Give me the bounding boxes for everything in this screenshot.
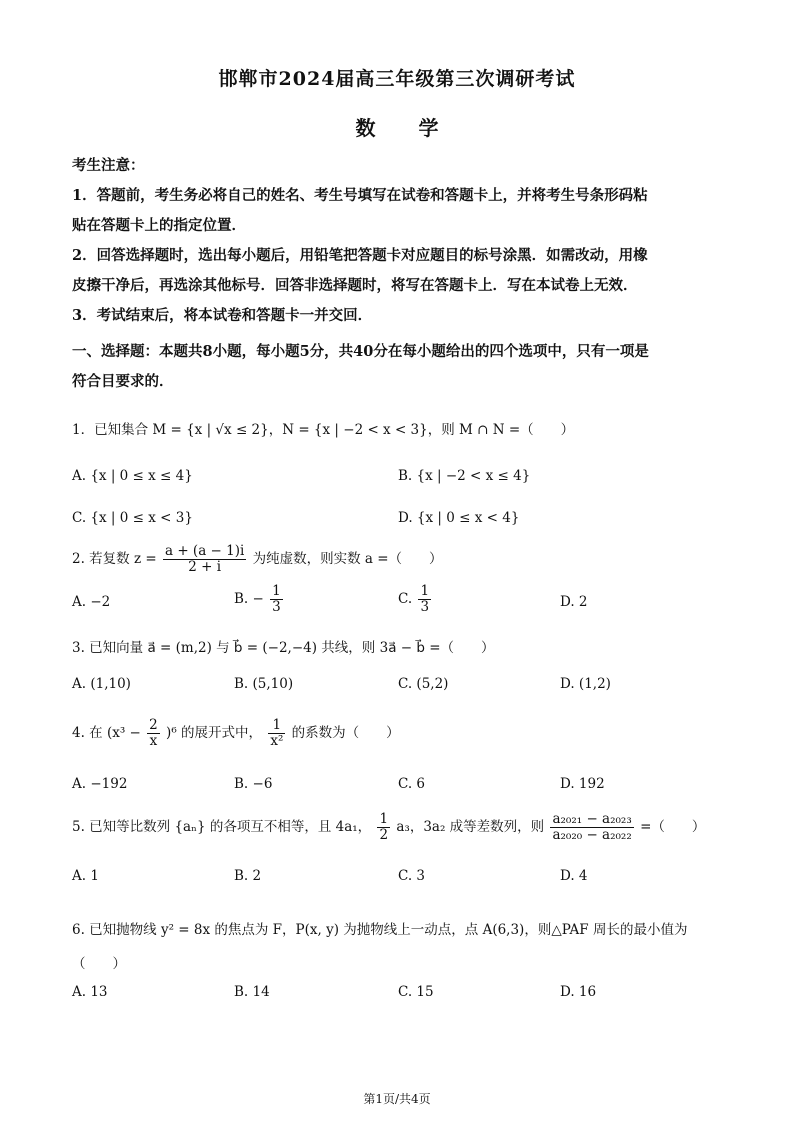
question-2-stem-post: 为纯虚数，则实数 a =（ ） <box>252 550 443 567</box>
question-5-option-d: D. 4 <box>560 868 588 884</box>
question-2-option-c-denominator: 3 <box>420 598 430 615</box>
question-4-option-d: D. 192 <box>560 776 605 792</box>
question-4-option-b: B. −6 <box>234 776 273 792</box>
question-5-stem-pre: 5. 已知等比数列 {aₙ} 的各项互不相等，且 4a₁， <box>72 818 372 835</box>
question-6-option-b: B. 14 <box>234 984 270 1000</box>
question-5-fraction-denominator: 2 <box>379 826 389 843</box>
notice-item-2-line-1: 2．回答选择题时，选出每小题后，用铅笔把答题卡对应题目的标号涂黑．如需改动，用橡 <box>72 247 648 264</box>
question-4-fraction-2 <box>268 718 285 749</box>
question-4-fraction-2-numerator: 1 <box>268 718 285 734</box>
question-4-stem-post: 的系数为（ ） <box>291 724 400 741</box>
question-5-fraction <box>377 812 390 843</box>
question-2-option-b <box>234 584 285 615</box>
question-5-option-b: B. 2 <box>234 868 262 884</box>
question-6-option-c: C. 15 <box>398 984 434 1000</box>
question-2-option-d: D. 2 <box>560 594 588 610</box>
question-2-option-b-numerator: 1 <box>272 583 281 599</box>
question-4-stem <box>72 718 400 749</box>
question-5-stem-post: =（ ） <box>640 818 706 835</box>
question-1-option-a: A. {x | 0 ≤ x ≤ 4} <box>72 468 193 484</box>
question-4-fraction-2-denominator: x² <box>270 732 284 749</box>
section-heading-line-1: 一、选择题：本题共8小题，每小题5分，共40分在每小题给出的四个选项中，只有一项是 <box>72 343 649 360</box>
notice-item-1-line-1: 1．答题前，考生务必将自己的姓名、考生号填写在试卷和答题卡上，并将考生号条形码粘 <box>72 187 648 204</box>
question-4-stem-mid: )⁶ 的展开式中， <box>166 724 263 741</box>
question-3-stem: 3. 已知向量 a⃗ = (m,2) 与 b⃗ = (−2,−4) 共线，则 3a⃗ − b⃗ =（ ） <box>72 640 495 656</box>
question-2-option-c-label: C. <box>398 590 417 607</box>
question-5-stem-mid: a₃，3a₂ 成等差数列，则 <box>396 818 545 835</box>
question-5-stem <box>72 812 705 843</box>
question-4-option-c: C. 6 <box>398 776 426 792</box>
question-2-option-b-label: B. − <box>234 590 264 607</box>
question-3-option-b: B. (5,10) <box>234 676 294 692</box>
question-5-fraction-2-numerator: a₂₀₂₁ − a₂₀₂₃ <box>552 811 632 827</box>
question-2-fraction-numerator: a + (a − 1)i <box>164 543 245 559</box>
question-3-option-c: C. (5,2) <box>398 676 449 692</box>
exam-title: 邯郸市2024届高三年级第三次调研考试 <box>218 68 576 90</box>
notice-item-1-line-2: 贴在答题卡上的指定位置． <box>72 217 246 234</box>
question-5-fraction-numerator: 1 <box>379 811 389 827</box>
page-number: 第1页/共4页 <box>363 1092 431 1106</box>
question-5-option-c: C. 3 <box>398 868 426 884</box>
question-1-stem: 1．已知集合 M = {x | √x ≤ 2}，N = {x | −2 < x < 3}，则 M ∩ N =（ ） <box>72 422 575 438</box>
question-2-option-b-denominator: 3 <box>272 598 281 615</box>
question-4-fraction-numerator: 2 <box>149 717 158 733</box>
subject-title: 数 学 <box>355 116 457 140</box>
question-2-option-c-fraction <box>418 584 431 615</box>
question-5-fraction-2-denominator: a₂₀₂₀ − a₂₀₂₂ <box>552 826 632 843</box>
question-6-stem: 6. 已知抛物线 y² = 8x 的焦点为 F，P(x, y) 为抛物线上一动点，点 A(6,3)，则△PAF 周长的最小值为 <box>72 922 688 938</box>
question-4-option-a: A. −192 <box>72 776 128 792</box>
notice-heading: 考生注意： <box>72 157 145 174</box>
question-5-option-a: A. 1 <box>72 868 99 884</box>
question-4-stem-pre: 4. 在 (x³ − <box>72 724 141 741</box>
question-3-option-d: D. (1,2) <box>560 676 611 692</box>
question-1-option-b: B. {x | −2 < x ≤ 4} <box>398 468 531 484</box>
question-6-stem-line-2: （ ） <box>72 956 126 972</box>
question-6-option-a: A. 13 <box>72 984 108 1000</box>
notice-item-3: 3．考试结束后，将本试卷和答题卡一并交回． <box>72 307 373 324</box>
question-1-option-d: D. {x | 0 ≤ x < 4} <box>398 510 520 526</box>
question-2-option-c-numerator: 1 <box>420 583 430 599</box>
question-5-fraction-2 <box>550 812 633 843</box>
question-2-option-c <box>398 584 433 615</box>
question-3-option-a: A. (1,10) <box>72 676 131 692</box>
question-6-option-d: D. 16 <box>560 984 597 1000</box>
notice-item-2-line-2: 皮擦干净后，再选涂其他标号．回答非选择题时，将写在答题卡上．写在本试卷上无效． <box>72 277 638 294</box>
question-4-fraction <box>147 718 160 749</box>
question-2-stem <box>72 544 443 575</box>
question-1-option-c: C. {x | 0 ≤ x < 3} <box>72 510 193 526</box>
section-heading-line-2: 符合目要求的． <box>72 373 174 390</box>
question-2-option-b-fraction <box>270 584 283 615</box>
question-2-option-a: A. −2 <box>72 594 111 610</box>
question-2-stem-pre: 2. 若复数 z = <box>72 550 157 567</box>
question-4-fraction-denominator: x <box>149 732 158 749</box>
question-2-fraction-denominator: 2 + i <box>188 558 222 575</box>
question-2-fraction <box>163 544 246 575</box>
